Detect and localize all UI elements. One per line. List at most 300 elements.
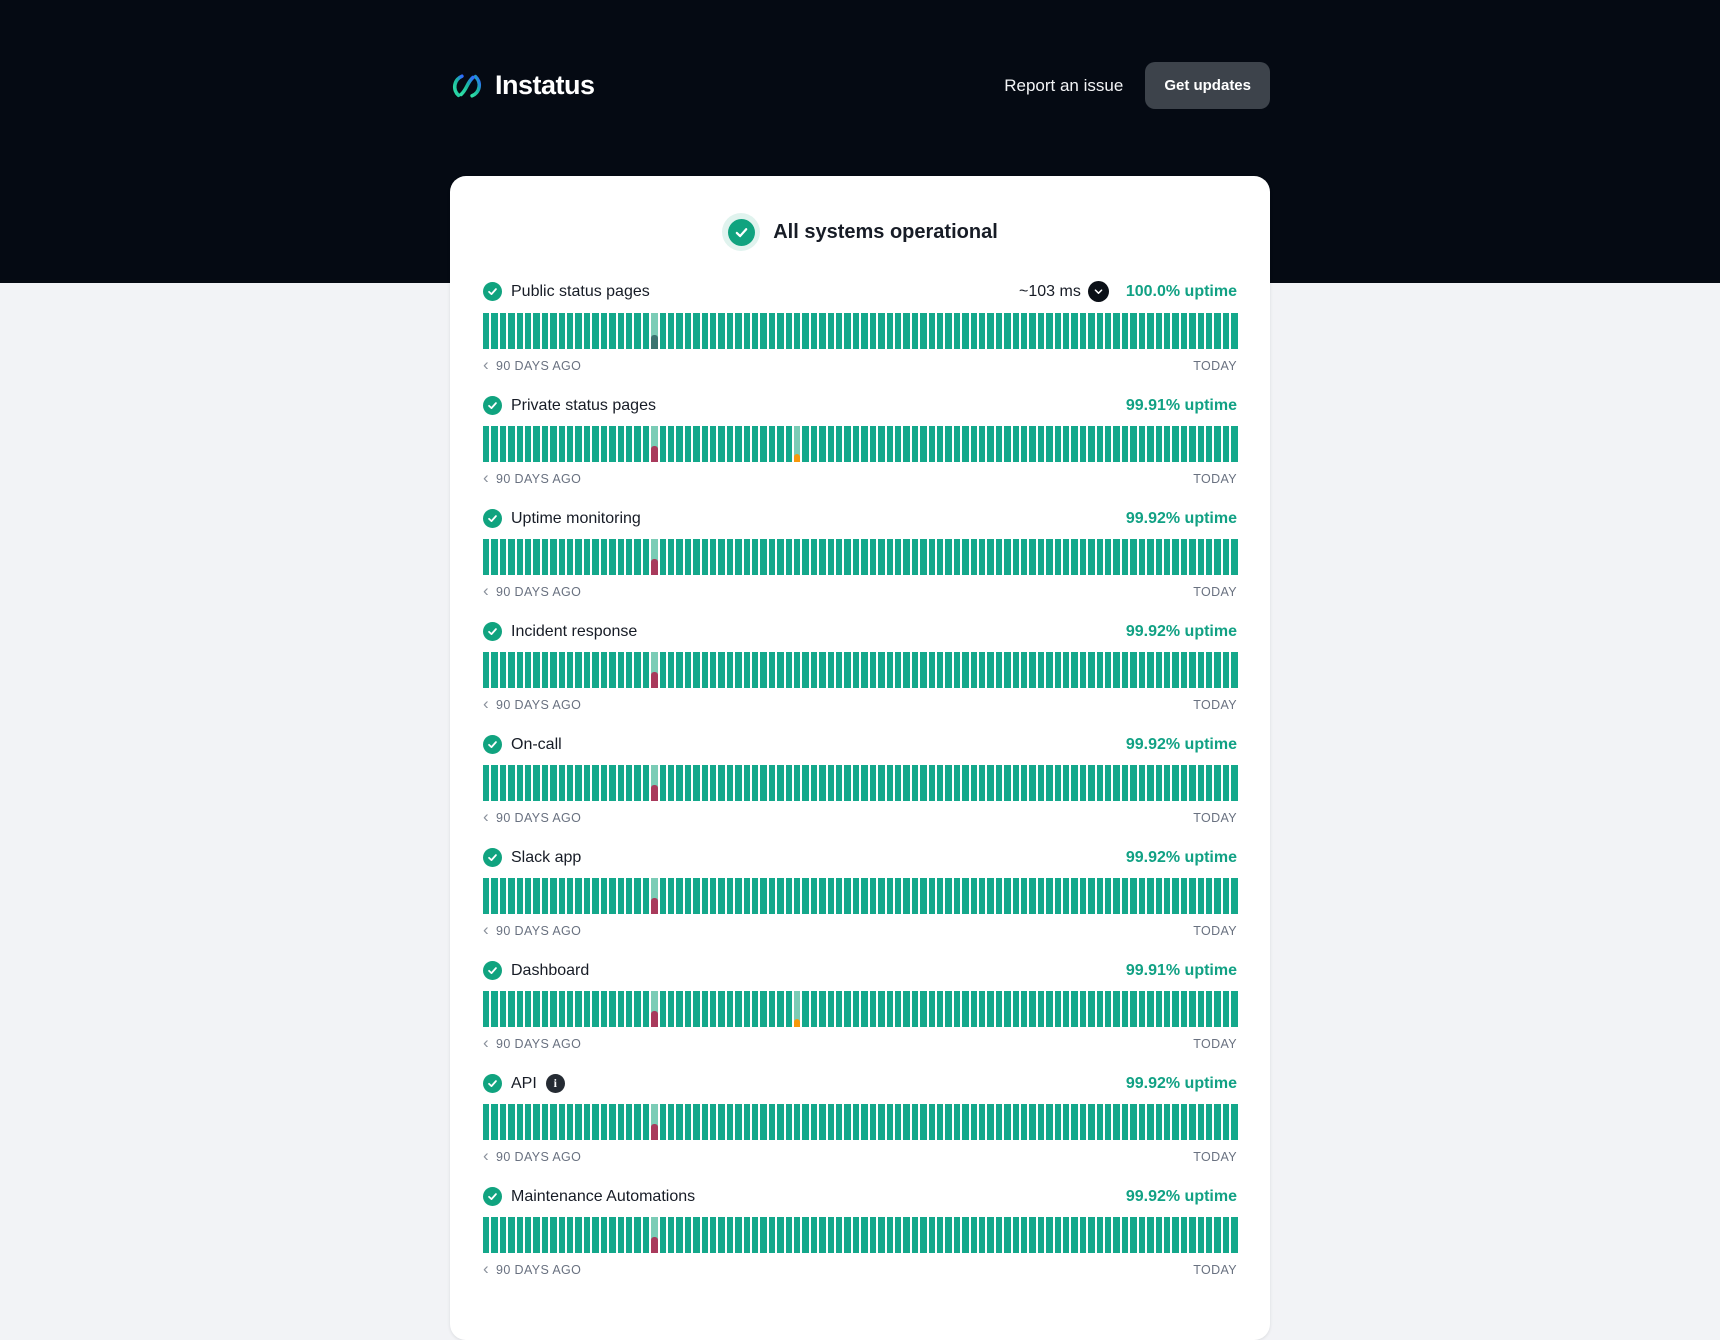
uptime-day-bar[interactable] [575, 426, 581, 462]
uptime-day-bar[interactable] [870, 539, 876, 575]
uptime-day-bar[interactable] [1198, 1104, 1204, 1140]
uptime-day-bar[interactable] [1172, 878, 1178, 914]
uptime-day-bar[interactable] [710, 991, 716, 1027]
uptime-day-bar[interactable] [861, 765, 867, 801]
uptime-day-bar[interactable] [895, 1104, 901, 1140]
uptime-day-bar[interactable] [844, 313, 850, 349]
uptime-day-bar[interactable] [1206, 765, 1212, 801]
uptime-day-bar[interactable] [954, 878, 960, 914]
uptime-day-bar[interactable] [517, 1217, 523, 1253]
uptime-day-bar[interactable] [1181, 1104, 1187, 1140]
uptime-day-bar[interactable] [903, 765, 909, 801]
uptime-day-bar[interactable] [1063, 1217, 1069, 1253]
uptime-day-bar[interactable] [601, 313, 607, 349]
uptime-day-bar[interactable] [542, 1104, 548, 1140]
uptime-day-bar[interactable] [1004, 878, 1010, 914]
uptime-day-bar[interactable] [567, 878, 573, 914]
uptime-day-bar[interactable] [777, 991, 783, 1027]
uptime-day-bar[interactable] [887, 878, 893, 914]
uptime-day-bar[interactable] [676, 1104, 682, 1140]
uptime-day-bar[interactable] [1122, 765, 1128, 801]
uptime-day-bar[interactable] [525, 991, 531, 1027]
uptime-day-bar[interactable] [1004, 426, 1010, 462]
uptime-day-bar[interactable] [533, 652, 539, 688]
uptime-day-bar[interactable] [1004, 1104, 1010, 1140]
uptime-day-bar[interactable] [744, 652, 750, 688]
uptime-day-bar[interactable] [1021, 313, 1027, 349]
uptime-day-bar[interactable] [760, 313, 766, 349]
uptime-day-bar[interactable] [979, 1217, 985, 1253]
uptime-day-bar[interactable] [483, 313, 489, 349]
uptime-day-bar[interactable] [853, 426, 859, 462]
uptime-day-bar[interactable] [1156, 652, 1162, 688]
uptime-day-bar[interactable] [1231, 426, 1237, 462]
uptime-day-bar[interactable] [735, 1217, 741, 1253]
uptime-day-bar[interactable] [660, 991, 666, 1027]
uptime-day-bar[interactable] [609, 539, 615, 575]
uptime-day-bar[interactable] [979, 313, 985, 349]
uptime-day-bar[interactable] [929, 652, 935, 688]
uptime-day-bar[interactable] [559, 313, 565, 349]
uptime-day-bar[interactable] [1004, 652, 1010, 688]
uptime-day-bar[interactable] [668, 313, 674, 349]
uptime-day-bar[interactable] [1071, 765, 1077, 801]
uptime-day-bar[interactable] [979, 426, 985, 462]
uptime-day-bar[interactable] [828, 313, 834, 349]
uptime-day-bar[interactable] [702, 1217, 708, 1253]
uptime-day-bar[interactable] [559, 878, 565, 914]
uptime-day-bar[interactable] [836, 652, 842, 688]
uptime-day-bar[interactable] [802, 991, 808, 1027]
uptime-day-bar[interactable] [1029, 1104, 1035, 1140]
uptime-day-bar[interactable] [1231, 1217, 1237, 1253]
uptime-day-bar[interactable] [996, 426, 1002, 462]
uptime-day-bar[interactable] [912, 539, 918, 575]
uptime-day-bar[interactable] [567, 1217, 573, 1253]
uptime-day-bar[interactable] [1172, 426, 1178, 462]
uptime-day-bar[interactable] [592, 765, 598, 801]
uptime-day-bar[interactable] [1139, 1217, 1145, 1253]
uptime-day-bar[interactable] [794, 313, 800, 349]
uptime-day-bar[interactable] [819, 878, 825, 914]
uptime-day-bar[interactable] [1038, 991, 1044, 1027]
uptime-day-bar[interactable] [1071, 1104, 1077, 1140]
uptime-day-bar[interactable] [592, 1104, 598, 1140]
uptime-day-bar[interactable] [1029, 991, 1035, 1027]
uptime-day-bar[interactable] [1181, 539, 1187, 575]
uptime-day-bar[interactable] [634, 1217, 640, 1253]
uptime-day-bar[interactable] [735, 539, 741, 575]
uptime-day-bar[interactable] [844, 991, 850, 1027]
uptime-day-bar[interactable] [912, 1104, 918, 1140]
uptime-day-bar[interactable] [508, 765, 514, 801]
uptime-day-bar[interactable] [769, 991, 775, 1027]
uptime-day-bar[interactable] [1046, 426, 1052, 462]
uptime-day-bar[interactable] [1080, 1104, 1086, 1140]
uptime-day-bar[interactable] [559, 991, 565, 1027]
uptime-day-bar[interactable] [920, 1217, 926, 1253]
uptime-day-bar[interactable] [676, 765, 682, 801]
uptime-day-bar[interactable] [1139, 878, 1145, 914]
uptime-day-bar[interactable] [491, 878, 497, 914]
uptime-day-bar[interactable] [550, 878, 556, 914]
uptime-day-bar[interactable] [685, 991, 691, 1027]
uptime-day-bar[interactable] [483, 1104, 489, 1140]
uptime-day-bar[interactable] [1004, 1217, 1010, 1253]
uptime-day-bar[interactable] [1147, 426, 1153, 462]
uptime-day-bar[interactable] [517, 878, 523, 914]
uptime-day-bar[interactable] [1130, 765, 1136, 801]
uptime-day-bar[interactable] [718, 426, 724, 462]
uptime-day-bar[interactable] [971, 539, 977, 575]
uptime-day-bar[interactable] [760, 1217, 766, 1253]
uptime-day-bar[interactable] [651, 878, 657, 914]
uptime-day-bar[interactable] [584, 1217, 590, 1253]
uptime-day-bar[interactable] [929, 313, 935, 349]
uptime-day-bar[interactable] [769, 765, 775, 801]
uptime-day-bar[interactable] [895, 313, 901, 349]
uptime-day-bar[interactable] [668, 1104, 674, 1140]
uptime-day-bar[interactable] [861, 1217, 867, 1253]
axis-90-days-ago[interactable] [483, 1033, 582, 1052]
uptime-day-bar[interactable] [567, 313, 573, 349]
uptime-day-bar[interactable] [525, 1104, 531, 1140]
uptime-day-bar[interactable] [861, 991, 867, 1027]
uptime-day-bar[interactable] [676, 878, 682, 914]
uptime-day-bar[interactable] [954, 765, 960, 801]
uptime-day-bar[interactable] [567, 539, 573, 575]
uptime-day-bar[interactable] [979, 1104, 985, 1140]
uptime-day-bar[interactable] [853, 1104, 859, 1140]
uptime-day-bar[interactable] [601, 539, 607, 575]
uptime-day-bar[interactable] [1097, 1217, 1103, 1253]
uptime-day-bar[interactable] [912, 652, 918, 688]
uptime-day-bar[interactable] [517, 539, 523, 575]
uptime-day-bar[interactable] [777, 652, 783, 688]
uptime-day-bar[interactable] [1105, 765, 1111, 801]
axis-90-days-ago[interactable] [483, 694, 582, 713]
uptime-day-bar[interactable] [912, 991, 918, 1027]
uptime-day-bar[interactable] [987, 991, 993, 1027]
uptime-day-bar[interactable] [1029, 1217, 1035, 1253]
uptime-day-bar[interactable] [1080, 426, 1086, 462]
uptime-day-bar[interactable] [491, 991, 497, 1027]
uptime-day-bar[interactable] [533, 878, 539, 914]
uptime-day-bar[interactable] [1122, 652, 1128, 688]
uptime-day-bar[interactable] [819, 1104, 825, 1140]
uptime-day-bar[interactable] [912, 1217, 918, 1253]
uptime-day-bar[interactable] [626, 1104, 632, 1140]
uptime-day-bar[interactable] [1029, 765, 1035, 801]
uptime-day-bar[interactable] [500, 313, 506, 349]
uptime-day-bar[interactable] [769, 539, 775, 575]
uptime-day-bar[interactable] [1063, 1104, 1069, 1140]
uptime-day-bar[interactable] [668, 539, 674, 575]
uptime-day-bar[interactable] [828, 1217, 834, 1253]
uptime-day-bar[interactable] [752, 878, 758, 914]
uptime-day-bar[interactable] [962, 313, 968, 349]
uptime-day-bar[interactable] [1147, 313, 1153, 349]
uptime-day-bar[interactable] [760, 765, 766, 801]
uptime-day-bar[interactable] [1013, 765, 1019, 801]
uptime-day-bar[interactable] [786, 426, 792, 462]
uptime-day-bar[interactable] [1113, 878, 1119, 914]
uptime-day-bar[interactable] [643, 652, 649, 688]
uptime-day-bar[interactable] [735, 878, 741, 914]
uptime-day-bar[interactable] [1231, 765, 1237, 801]
uptime-day-bar[interactable] [525, 539, 531, 575]
uptime-day-bar[interactable] [710, 313, 716, 349]
uptime-day-bar[interactable] [500, 426, 506, 462]
uptime-day-bar[interactable] [912, 765, 918, 801]
uptime-day-bar[interactable] [844, 1104, 850, 1140]
uptime-day-bar[interactable] [525, 1217, 531, 1253]
uptime-day-bar[interactable] [550, 1217, 556, 1253]
uptime-day-bar[interactable] [794, 426, 800, 462]
uptime-day-bar[interactable] [542, 1217, 548, 1253]
uptime-day-bar[interactable] [1038, 1104, 1044, 1140]
uptime-day-bar[interactable] [1038, 652, 1044, 688]
uptime-day-bar[interactable] [1021, 1217, 1027, 1253]
uptime-day-bar[interactable] [517, 313, 523, 349]
uptime-day-bar[interactable] [508, 426, 514, 462]
uptime-day-bar[interactable] [752, 426, 758, 462]
uptime-day-bar[interactable] [1130, 652, 1136, 688]
uptime-day-bar[interactable] [584, 1104, 590, 1140]
uptime-day-bar[interactable] [979, 878, 985, 914]
uptime-day-bar[interactable] [887, 1217, 893, 1253]
uptime-day-bar[interactable] [643, 991, 649, 1027]
uptime-day-bar[interactable] [483, 652, 489, 688]
uptime-day-bar[interactable] [1231, 1104, 1237, 1140]
uptime-day-bar[interactable] [870, 1217, 876, 1253]
uptime-day-bar[interactable] [929, 991, 935, 1027]
uptime-day-bar[interactable] [727, 652, 733, 688]
uptime-day-bar[interactable] [634, 539, 640, 575]
uptime-day-bar[interactable] [693, 652, 699, 688]
uptime-day-bar[interactable] [987, 765, 993, 801]
uptime-day-bar[interactable] [895, 652, 901, 688]
uptime-day-bar[interactable] [693, 1217, 699, 1253]
uptime-day-bar[interactable] [819, 313, 825, 349]
uptime-day-bar[interactable] [744, 765, 750, 801]
uptime-day-bar[interactable] [878, 313, 884, 349]
uptime-day-bar[interactable] [1080, 313, 1086, 349]
uptime-day-bar[interactable] [887, 313, 893, 349]
uptime-day-bar[interactable] [1038, 878, 1044, 914]
uptime-day-bar[interactable] [1021, 426, 1027, 462]
uptime-day-bar[interactable] [1055, 652, 1061, 688]
uptime-day-bar[interactable] [1004, 765, 1010, 801]
uptime-day-bar[interactable] [592, 878, 598, 914]
uptime-day-bar[interactable] [996, 313, 1002, 349]
uptime-day-bar[interactable] [567, 1104, 573, 1140]
axis-90-days-ago[interactable] [483, 1146, 582, 1165]
uptime-day-bar[interactable] [1088, 991, 1094, 1027]
uptime-day-bar[interactable] [878, 765, 884, 801]
uptime-day-bar[interactable] [971, 1104, 977, 1140]
uptime-day-bar[interactable] [710, 878, 716, 914]
uptime-day-bar[interactable] [1063, 539, 1069, 575]
uptime-day-bar[interactable] [491, 539, 497, 575]
uptime-day-bar[interactable] [685, 878, 691, 914]
uptime-day-bar[interactable] [1231, 539, 1237, 575]
uptime-day-bar[interactable] [727, 1104, 733, 1140]
uptime-day-bar[interactable] [760, 991, 766, 1027]
uptime-day-bar[interactable] [1164, 765, 1170, 801]
uptime-day-bar[interactable] [727, 313, 733, 349]
uptime-day-bar[interactable] [1164, 878, 1170, 914]
uptime-day-bar[interactable] [1021, 652, 1027, 688]
uptime-day-bar[interactable] [718, 765, 724, 801]
uptime-day-bar[interactable] [861, 1104, 867, 1140]
uptime-day-bar[interactable] [1164, 426, 1170, 462]
uptime-day-bar[interactable] [1214, 1217, 1220, 1253]
uptime-day-bar[interactable] [718, 878, 724, 914]
uptime-day-bar[interactable] [660, 539, 666, 575]
uptime-day-bar[interactable] [533, 539, 539, 575]
uptime-day-bar[interactable] [937, 313, 943, 349]
uptime-day-bar[interactable] [718, 1104, 724, 1140]
uptime-day-bar[interactable] [895, 878, 901, 914]
uptime-day-bar[interactable] [1097, 313, 1103, 349]
uptime-day-bar[interactable] [887, 991, 893, 1027]
uptime-day-bar[interactable] [786, 539, 792, 575]
uptime-day-bar[interactable] [1172, 313, 1178, 349]
uptime-day-bar[interactable] [828, 991, 834, 1027]
uptime-day-bar[interactable] [811, 313, 817, 349]
uptime-day-bar[interactable] [1172, 765, 1178, 801]
axis-90-days-ago[interactable] [483, 1259, 582, 1278]
uptime-day-bar[interactable] [710, 652, 716, 688]
uptime-day-bar[interactable] [668, 878, 674, 914]
uptime-day-bar[interactable] [500, 1217, 506, 1253]
uptime-day-bar[interactable] [878, 1217, 884, 1253]
uptime-day-bar[interactable] [1198, 878, 1204, 914]
uptime-day-bar[interactable] [542, 426, 548, 462]
uptime-day-bar[interactable] [626, 426, 632, 462]
uptime-day-bar[interactable] [1071, 991, 1077, 1027]
uptime-day-bar[interactable] [1097, 652, 1103, 688]
uptime-day-bar[interactable] [1206, 539, 1212, 575]
uptime-day-bar[interactable] [626, 313, 632, 349]
uptime-day-bar[interactable] [912, 426, 918, 462]
uptime-day-bar[interactable] [1063, 652, 1069, 688]
uptime-day-bar[interactable] [651, 765, 657, 801]
uptime-day-bar[interactable] [575, 539, 581, 575]
uptime-day-bar[interactable] [491, 426, 497, 462]
uptime-day-bar[interactable] [1223, 1104, 1229, 1140]
uptime-day-bar[interactable] [643, 313, 649, 349]
uptime-day-bar[interactable] [954, 539, 960, 575]
uptime-day-bar[interactable] [979, 991, 985, 1027]
uptime-day-bar[interactable] [819, 426, 825, 462]
uptime-day-bar[interactable] [1147, 1217, 1153, 1253]
uptime-day-bar[interactable] [853, 765, 859, 801]
get-updates-button[interactable]: Get updates [1145, 62, 1270, 109]
uptime-day-bar[interactable] [777, 765, 783, 801]
axis-90-days-ago[interactable] [483, 920, 582, 939]
uptime-day-bar[interactable] [1046, 1104, 1052, 1140]
uptime-day-bar[interactable] [1156, 1217, 1162, 1253]
uptime-day-bar[interactable] [1097, 1104, 1103, 1140]
uptime-day-bar[interactable] [1147, 765, 1153, 801]
uptime-day-bar[interactable] [945, 652, 951, 688]
uptime-day-bar[interactable] [609, 313, 615, 349]
uptime-day-bar[interactable] [500, 539, 506, 575]
uptime-day-bar[interactable] [1071, 313, 1077, 349]
uptime-day-bar[interactable] [1038, 765, 1044, 801]
uptime-day-bar[interactable] [550, 765, 556, 801]
uptime-day-bar[interactable] [794, 1217, 800, 1253]
uptime-day-bar[interactable] [962, 426, 968, 462]
uptime-day-bar[interactable] [836, 1104, 842, 1140]
uptime-day-bar[interactable] [996, 991, 1002, 1027]
uptime-day-bar[interactable] [1088, 765, 1094, 801]
uptime-day-bar[interactable] [1181, 991, 1187, 1027]
uptime-day-bar[interactable] [1113, 426, 1119, 462]
uptime-day-bar[interactable] [626, 539, 632, 575]
uptime-day-bar[interactable] [971, 652, 977, 688]
uptime-day-bar[interactable] [987, 313, 993, 349]
uptime-day-bar[interactable] [1004, 313, 1010, 349]
uptime-day-bar[interactable] [1055, 878, 1061, 914]
uptime-day-bar[interactable] [1198, 1217, 1204, 1253]
uptime-day-bar[interactable] [718, 1217, 724, 1253]
uptime-day-bar[interactable] [794, 1104, 800, 1140]
uptime-day-bar[interactable] [491, 765, 497, 801]
uptime-day-bar[interactable] [1164, 1217, 1170, 1253]
uptime-day-bar[interactable] [945, 991, 951, 1027]
uptime-day-bar[interactable] [626, 1217, 632, 1253]
uptime-day-bar[interactable] [643, 765, 649, 801]
uptime-day-bar[interactable] [1223, 765, 1229, 801]
uptime-day-bar[interactable] [1189, 426, 1195, 462]
uptime-day-bar[interactable] [676, 539, 682, 575]
uptime-day-bar[interactable] [769, 313, 775, 349]
uptime-day-bar[interactable] [937, 1104, 943, 1140]
uptime-day-bar[interactable] [1029, 539, 1035, 575]
uptime-day-bar[interactable] [609, 765, 615, 801]
uptime-day-bar[interactable] [954, 1104, 960, 1140]
uptime-day-bar[interactable] [1113, 1217, 1119, 1253]
uptime-day-bar[interactable] [844, 1217, 850, 1253]
uptime-day-bar[interactable] [1046, 652, 1052, 688]
uptime-day-bar[interactable] [861, 652, 867, 688]
uptime-day-bar[interactable] [954, 652, 960, 688]
uptime-day-bar[interactable] [777, 539, 783, 575]
uptime-day-bar[interactable] [1198, 426, 1204, 462]
uptime-day-bar[interactable] [811, 765, 817, 801]
uptime-day-bar[interactable] [853, 878, 859, 914]
uptime-day-bar[interactable] [811, 878, 817, 914]
chevron-down-icon[interactable] [1088, 281, 1109, 302]
uptime-day-bar[interactable] [878, 878, 884, 914]
uptime-day-bar[interactable] [1223, 1217, 1229, 1253]
uptime-day-bar[interactable] [987, 426, 993, 462]
uptime-day-bar[interactable] [693, 313, 699, 349]
uptime-day-bar[interactable] [769, 426, 775, 462]
uptime-day-bar[interactable] [626, 991, 632, 1027]
uptime-day-bar[interactable] [550, 991, 556, 1027]
uptime-day-bar[interactable] [491, 652, 497, 688]
uptime-day-bar[interactable] [735, 652, 741, 688]
uptime-day-bar[interactable] [500, 991, 506, 1027]
uptime-bar-chart[interactable] [483, 991, 1237, 1027]
uptime-day-bar[interactable] [517, 652, 523, 688]
uptime-day-bar[interactable] [777, 1217, 783, 1253]
uptime-day-bar[interactable] [525, 878, 531, 914]
